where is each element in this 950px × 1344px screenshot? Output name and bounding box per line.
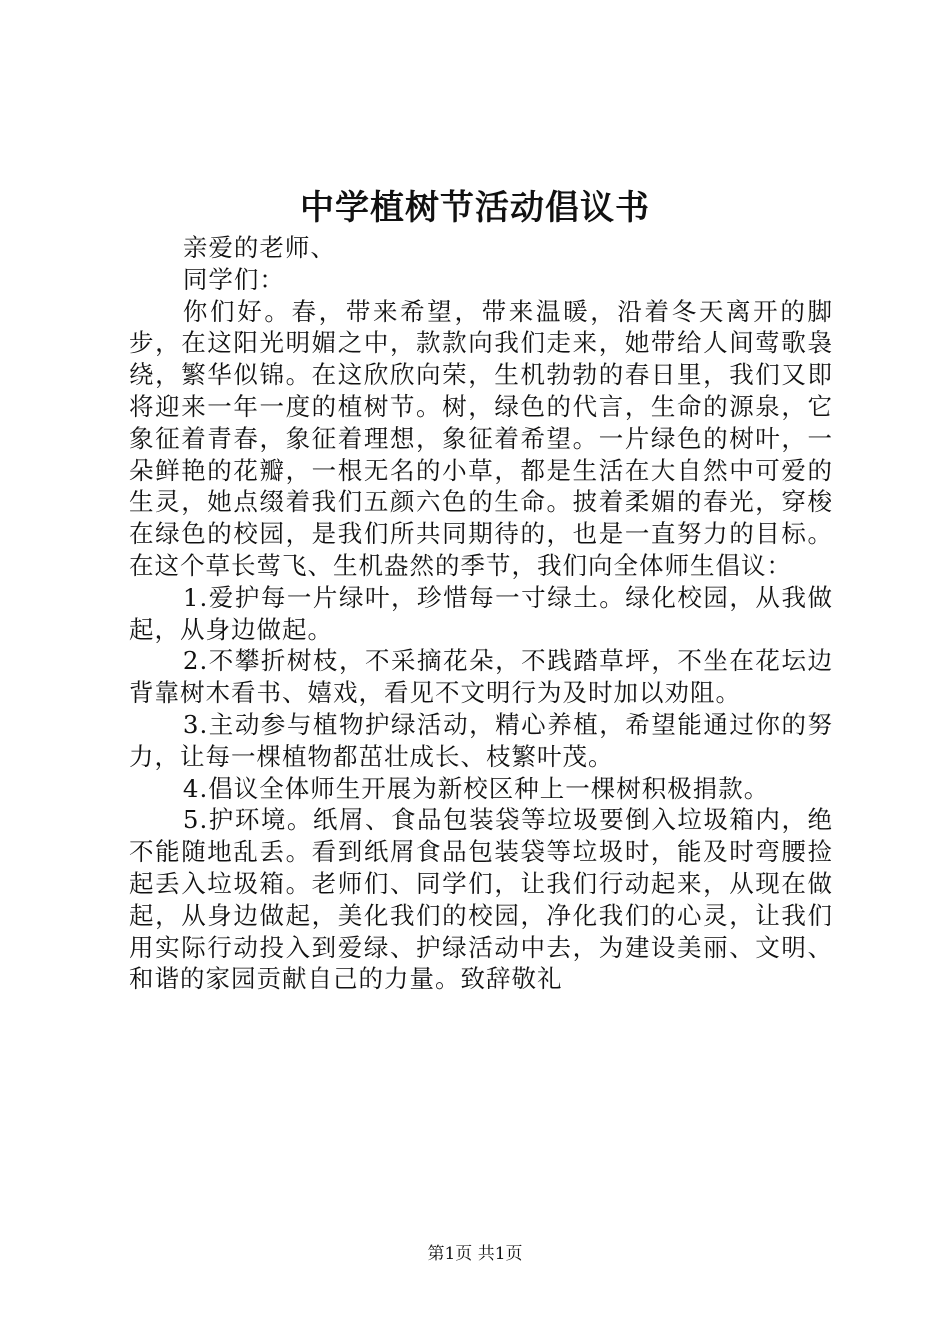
proposal-item-5: 5.护环境。纸屑、食品包装袋等垃圾要倒入垃圾箱内，绝不能随地乱丢。看到纸屑食品包装袋等垃圾时，能及时弯腰捡起丢入垃圾箱。老师们、同学们，让我们行动起来，从现在做起，从身边做起，美化我们的校园，净化我们的心灵，让我们用实际行动投入到爱绿、护绿活动中去，为建设美丽、文明、和谐的家园贡献自己的力量。致辞敬礼: [129, 805, 833, 994]
proposal-item-3: 3.主动参与植物护绿活动，精心养植，希望能通过你的努力，让每一棵植物都茁壮成长、枝繁叶茂。: [129, 709, 833, 771]
proposal-item-4: 4.倡议全体师生开展为新校区种上一棵树积极捐款。: [182, 773, 770, 803]
page-footer: 第1页 共1页: [427, 1244, 523, 1264]
document-title: 中学植树节活动倡议书: [300, 188, 650, 228]
proposal-item-2: 2.不攀折树枝，不采摘花朵，不践踏草坪，不坐在花坛边背靠树木看书、嬉戏，看见不文明行为及时加以劝阻。: [129, 646, 833, 708]
intro-paragraph: 你们好。春，带来希望，带来温暖，沿着冬天离开的脚步，在这阳光明媚之中，款款向我们走来，她带给人间莺歌袅绕，繁华似锦。在这欣欣向荣，生机勃勃的春日里，我们又即将迎来一年一度的植树节。树，绿色的代言，生命的源泉，它象征着青春，象征着理想，象征着希望。一片绿色的树叶，一朵鲜艳的花瓣，一根无名的小草，都是生活在大自然中可爱的生灵，她点缀着我们五颜六色的生命。披着柔媚的春光，穿梭在绿色的校园，是我们所共同期待的，也是一直努力的目标。在这个草长莺飞、生机盎然的季节，我们向全体师生倡议：: [129, 296, 833, 580]
document-body: [129, 232, 833, 995]
salutation-line-2: 同学们：: [182, 264, 285, 294]
proposal-item-1: 1.爱护每一片绿叶，珍惜每一寸绿土。绿化校园，从我做起，从身边做起。: [129, 582, 833, 644]
salutation-line-1: 亲爱的老师、: [182, 233, 336, 262]
